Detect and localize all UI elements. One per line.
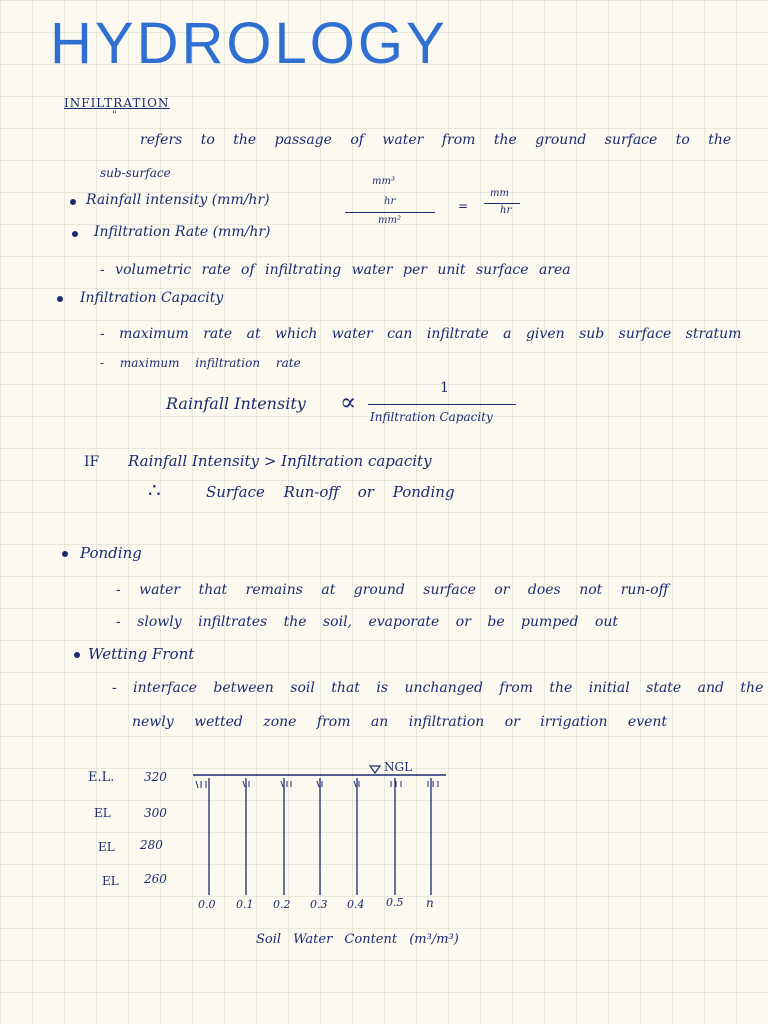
result-bottom: hr [500, 205, 512, 216]
definition-line-1: refers to the passage of water from the ground surface to the [140, 132, 732, 148]
equals-sign: = [458, 199, 469, 213]
capacity-sub-2: - maximum infiltration rate [100, 356, 301, 370]
infiltration-capacity-item: Infiltration Capacity [80, 290, 224, 306]
definition-line-2: sub-surface [100, 166, 171, 180]
therefore-symbol: ∴ [148, 478, 161, 502]
capacity-sub-1: - maximum rate at which water can infiltrate a given sub surface stratum [100, 326, 742, 342]
x-tick-label: 0.1 [236, 898, 254, 911]
ponding-label: Ponding [80, 544, 142, 562]
elevation-label: EL [94, 806, 111, 820]
x-tick-label: 0.5 [386, 896, 404, 909]
ngl-label: NGL [384, 760, 413, 774]
x-tick-label: 0.4 [347, 898, 365, 911]
ngl-marker-icon [370, 766, 380, 773]
elevation-value: 280 [140, 838, 163, 852]
ditto-mark: " [112, 110, 117, 121]
section-heading: INFILTRATION [64, 96, 170, 110]
grass-ticks [196, 781, 438, 788]
relation-denominator: Infiltration Capacity [370, 410, 493, 424]
elevation-label: EL [98, 840, 115, 854]
fraction-num-top: mm³ [372, 176, 395, 187]
ponding-sub-2: - slowly infiltrates the soil, evaporate or be pumped out [116, 614, 619, 630]
condition-statement: Rainfall Intensity > Infiltration capacity [128, 452, 432, 470]
rainfall-intensity-item: Rainfall intensity (mm/hr) [86, 192, 270, 208]
if-word: IF [84, 454, 100, 470]
result-top: mm [490, 188, 509, 199]
relation-numerator: 1 [440, 380, 449, 396]
page-title: HYDROLOGY [50, 11, 448, 76]
x-tick-label: 0.0 [198, 898, 216, 911]
elevation-value: 260 [144, 872, 167, 886]
fraction-den: mm² [378, 215, 401, 226]
elevation-value: 320 [144, 770, 167, 784]
condition-result: Surface Run-off or Ponding [206, 483, 455, 501]
elevation-label: EL [102, 874, 119, 888]
x-tick-label: n [426, 896, 434, 910]
wetting-front-line-2: newly wetted zone from an infiltration or irrigation event [132, 714, 668, 730]
relation-lhs: Rainfall Intensity [166, 394, 306, 413]
elevation-label: E.L. [88, 770, 115, 785]
ponding-sub-1: - water that remains at ground surface or does not run-off [116, 582, 669, 598]
elevation-value: 300 [144, 806, 167, 820]
fraction-num-bottom: hr [384, 196, 396, 207]
x-axis-label: Soil Water Content (m³/m³) [256, 932, 459, 947]
infiltration-rate-sub: - volumetric rate of infiltrating water per unit surface area [100, 262, 571, 278]
wetting-front-line-1: - interface between soil that is unchanged from the initial state and the [112, 680, 764, 696]
x-tick-label: 0.3 [310, 898, 328, 911]
wetting-front-label: Wetting Front [88, 645, 195, 663]
proportional-symbol: ∝ [340, 388, 357, 416]
infiltration-rate-item: Infiltration Rate (mm/hr) [94, 224, 271, 240]
x-tick-label: 0.2 [273, 898, 291, 911]
